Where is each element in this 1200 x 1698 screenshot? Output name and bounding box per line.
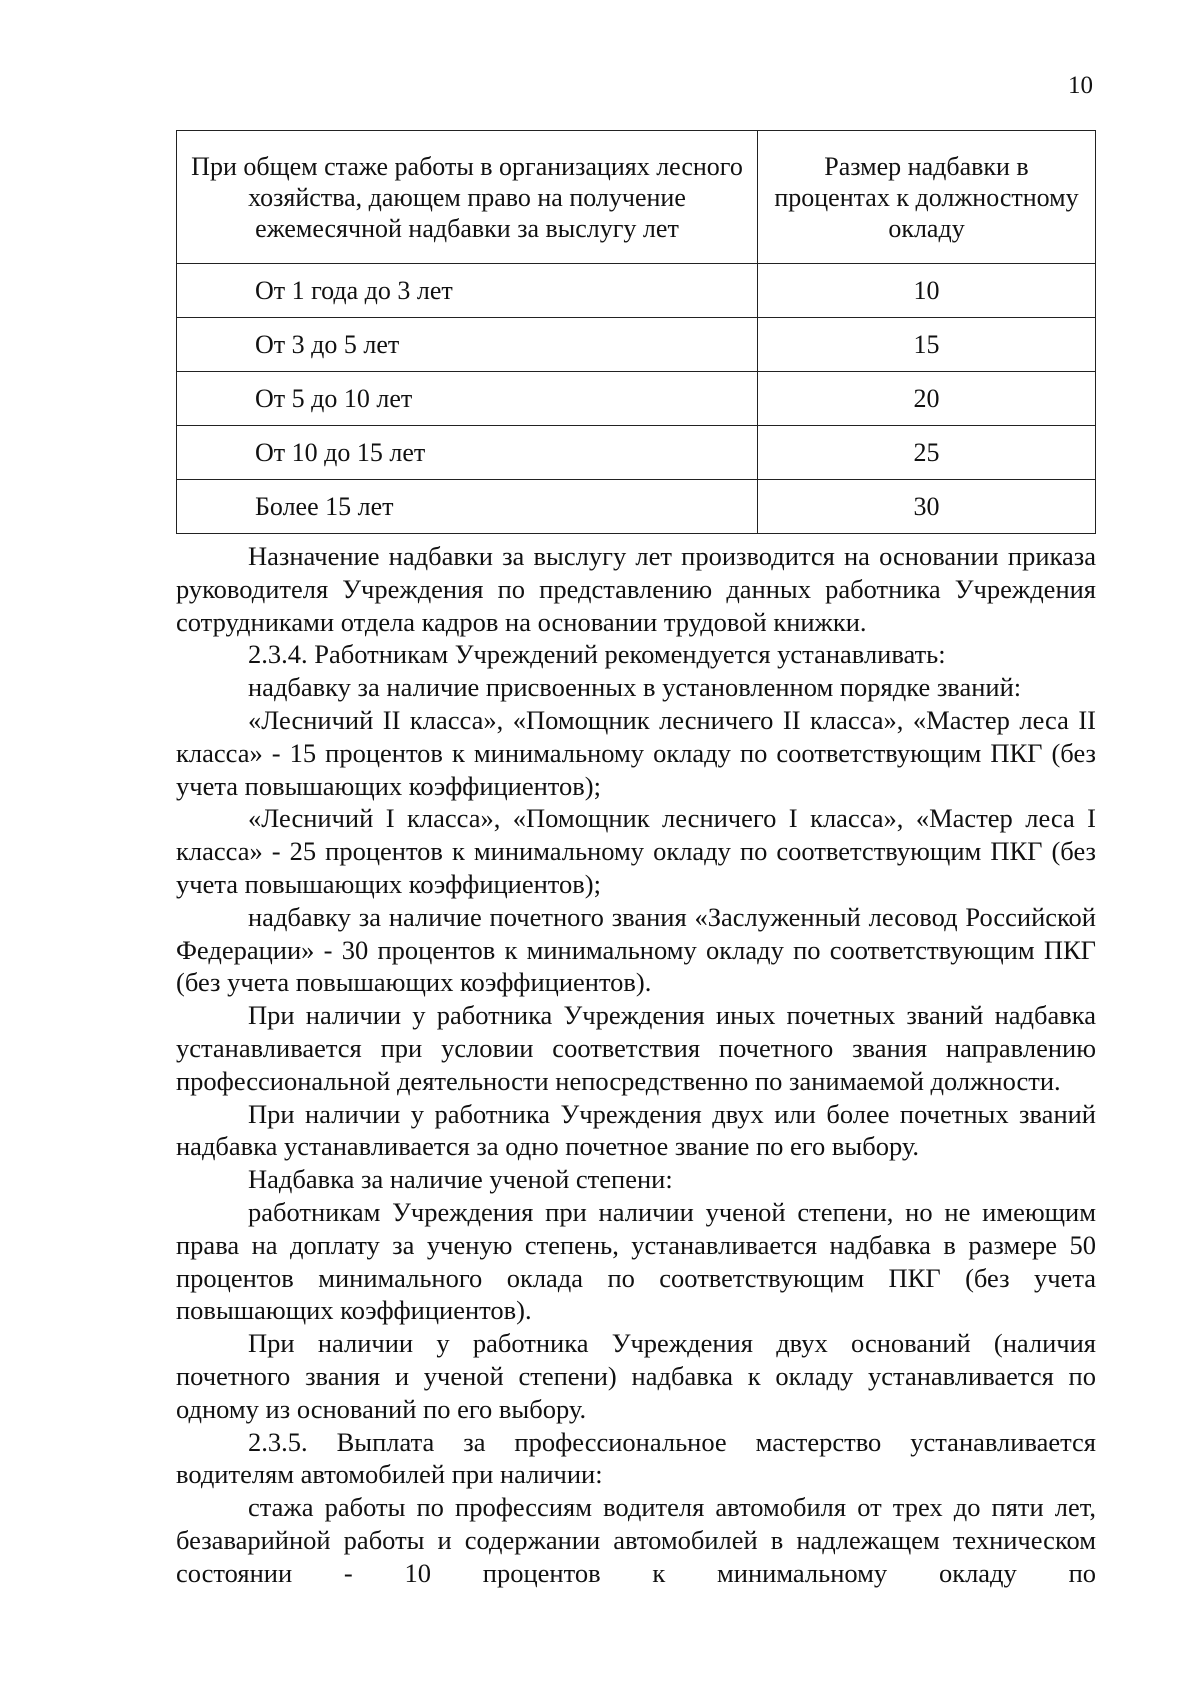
row-period: Более 15 лет xyxy=(177,480,758,534)
table-row xyxy=(177,426,1096,480)
paragraph-seniority-assignment: Назначение надбавки за выслугу лет производится на основании приказа руководителя Учреждения по представлению данных работника Учреждения сотрудниками отдела кадров на основании трудовой книжки. xyxy=(176,541,1096,637)
body-text xyxy=(176,540,1096,1590)
paragraph-two-grounds: При наличии у работника Учреждения двух оснований (наличия почетного звания и ученой степени) надбавка к окладу устанавливается по одному из оснований по его выбору. xyxy=(176,1328,1096,1424)
paragraph-class-2-titles: «Лесничий II класса», «Помощник лесничего II класса», «Мастер леса II класса» - 15 процентов к минимальному окладу по соответствующим ПКГ (без учета повышающих коэффициентов); xyxy=(176,704,1096,801)
table-header-row xyxy=(177,131,1096,264)
paragraph-2-3-4: 2.3.4. Работникам Учреждений рекомендуется устанавливать: xyxy=(248,639,946,670)
paragraph-titles-allowance: надбавку за наличие присвоенных в установленном порядке званий: xyxy=(248,672,1022,703)
page-number: 10 xyxy=(1068,72,1093,99)
allowance-table xyxy=(176,130,1096,534)
table-row xyxy=(177,264,1096,318)
row-percent: 30 xyxy=(758,480,1096,534)
paragraph-honored-forester: надбавку за наличие почетного звания «Заслуженный лесовод Российской Федерации» - 30 процентов к минимальному окладу по соответствующим ПКГ (без учета повышающих коэффициентов). xyxy=(176,901,1096,998)
row-period: От 10 до 15 лет xyxy=(177,426,758,480)
row-period: От 3 до 5 лет xyxy=(177,318,758,372)
header-work-experience: При общем стаже работы в организациях лесного хозяйства, дающем право на получение ежемесячной надбавки за выслугу лет xyxy=(177,131,758,264)
paragraph-two-honorary-titles: При наличии у работника Учреждения двух или более почетных званий надбавка устанавливается за одно почетное звание по его выбору. xyxy=(176,1098,1096,1162)
header-allowance-percent: Размер надбавки в процентах к должностному окладу xyxy=(758,131,1096,264)
row-percent: 25 xyxy=(758,426,1096,480)
row-percent: 15 xyxy=(758,318,1096,372)
table-row xyxy=(177,372,1096,426)
paragraph-driver-experience: стажа работы по профессиям водителя автомобиля от трех до пяти лет, безаварийной работы и содержании автомобилей в надлежащем техническом состоянии - 10 процентов к минимальному окладу по xyxy=(176,1492,1096,1588)
paragraph-2-3-5: 2.3.5. Выплата за профессиональное мастерство устанавливается водителям автомобилей при наличии: xyxy=(176,1426,1096,1490)
paragraph-other-honorary-titles: При наличии у работника Учреждения иных почетных званий надбавка устанавливается при условии соответствия почетного звания направлению профессиональной деятельности непосредственно по занимаемой должности. xyxy=(176,1000,1096,1096)
paragraph-academic-degree: работникам Учреждения при наличии ученой степени, но не имеющим права на доплату за ученую степень, устанавливается надбавка в размере 50 процентов минимального оклада по соответствующим ПКГ (без учета повышающих коэффициентов). xyxy=(176,1196,1096,1326)
table-row xyxy=(177,480,1096,534)
row-percent: 20 xyxy=(758,372,1096,426)
row-period: От 1 года до 3 лет xyxy=(177,264,758,318)
row-percent: 10 xyxy=(758,264,1096,318)
row-period: От 5 до 10 лет xyxy=(177,372,758,426)
table-row xyxy=(177,318,1096,372)
paragraph-academic-degree-heading: Надбавка за наличие ученой степени: xyxy=(248,1164,673,1195)
paragraph-class-1-titles: «Лесничий I класса», «Помощник лесничего I класса», «Мастер леса I класса» - 25 процентов к минимальному окладу по соответствующим ПКГ (без учета повышающих коэффициентов); xyxy=(176,803,1096,899)
